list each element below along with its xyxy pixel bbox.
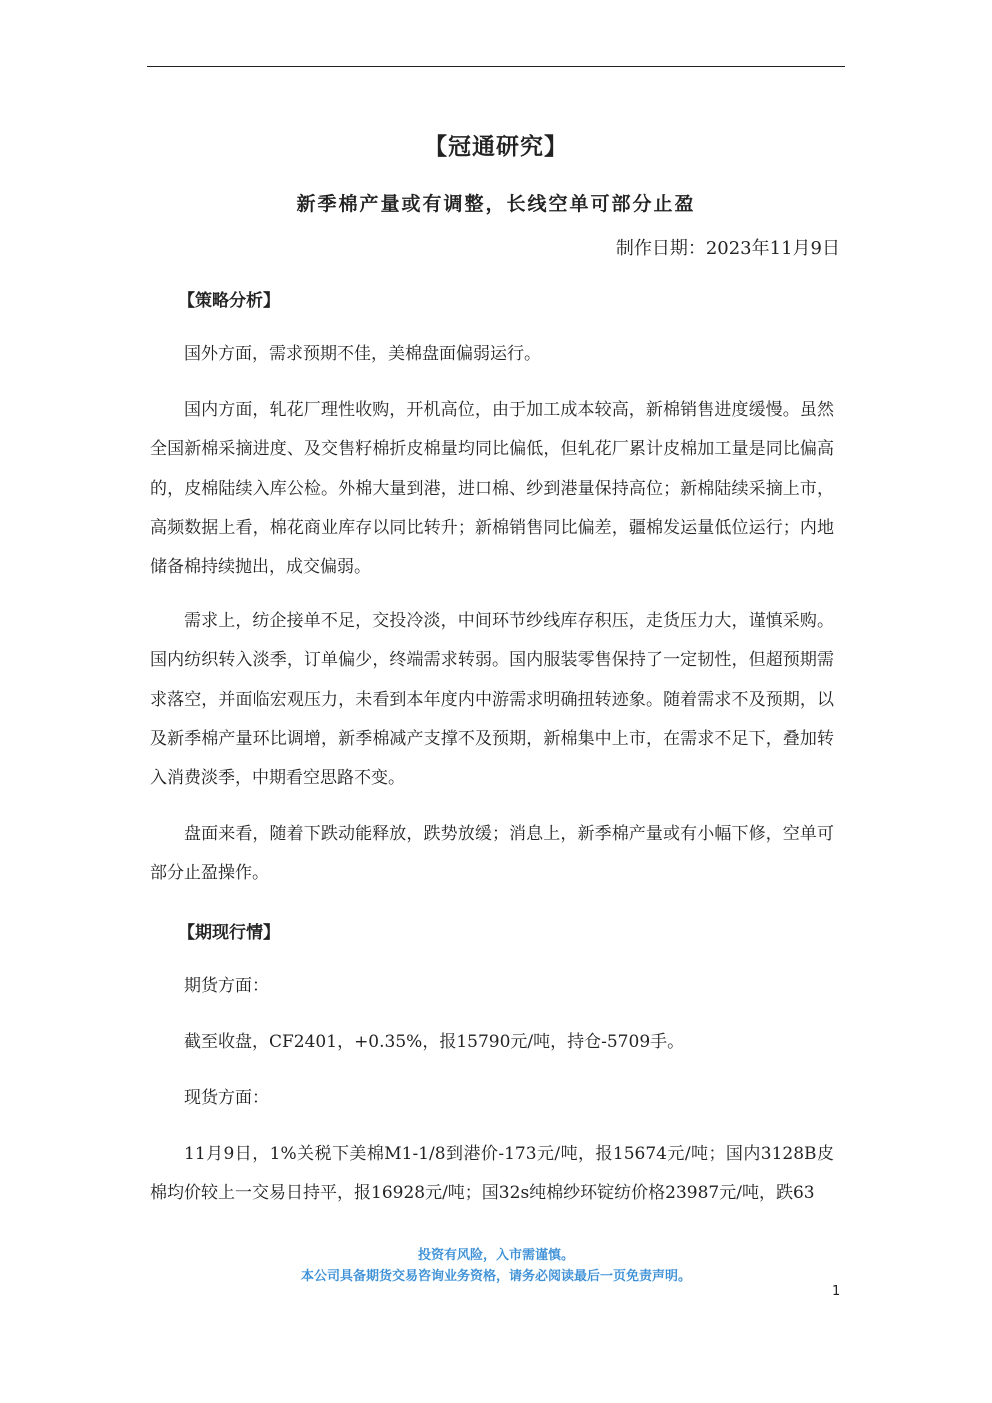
risk-warning: 投资有风险，入市需谨慎。	[417, 1248, 574, 1263]
paragraph-domestic: 国内方面，轧花厂理性收购，开机高位，由于加工成本较高，新棉销售进度缓慢。虽然全国新棉采摘进度、及交售籽棉折皮棉量均同比偏低，但轧花厂累计皮棉加工量是同比偏高的，皮棉陆续入库公检。外棉大量到港，进口棉、纱到港量保持高位；新棉陆续采摘上市，高频数据上看，棉花商业库存以同比转升；新棉销售同比偏差，疆棉发运量低位运行；内地储备棉持续抛出，成交偏弱。	[150, 400, 834, 578]
spot-text: 11月9日，1%关税下美棉M1-1/8到港价-173元/吨，报15674元/吨；国内3128B皮棉均价较上一交易日持平，报16928元/吨；国32s纯棉纱环锭纺价格23987元/吨，跌63	[150, 1144, 834, 1204]
section-heading-strategy: 【策略分析】	[178, 291, 280, 311]
disclaimer-note: 本公司具备期货交易咨询业务资格，请务必阅读最后一页免责声明。	[300, 1269, 691, 1284]
page-number: 1	[832, 1284, 841, 1299]
header-rule	[147, 66, 845, 67]
futures-text: 截至收盘，CF2401，+0.35%，报15790元/吨，持仓-5709手。	[184, 1032, 685, 1052]
paragraph-demand: 需求上，纺企接单不足，交投冷淡，中间环节纱线库存积压，走货压力大，谨慎采购。国内纺织转入淡季，订单偏少，终端需求转弱。国内服装零售保持了一定韧性，但超预期需求落空，并面临宏观压力，未看到本年度内中游需求明确扭转迹象。随着需求不及预期，以及新季棉产量环比调增，新季棉减产支撑不及预期，新棉集中上市，在需求不足下，叠加转入消费淡季，中期看空思路不变。	[150, 611, 834, 789]
brand-heading: 【冠通研究】	[424, 133, 568, 160]
spot-label: 现货方面：	[184, 1088, 269, 1108]
report-date: 制作日期：2023年11月9日	[615, 238, 840, 259]
paragraph-overseas: 国外方面，需求预期不佳，美棉盘面偏弱运行。	[184, 344, 541, 364]
paragraph-outlook: 盘面来看，随着下跌动能释放，跌势放缓；消息上，新季棉产量或有小幅下修，空单可部分止盈操作。	[150, 824, 834, 884]
section-heading-market: 【期现行情】	[178, 923, 280, 943]
report-title: 新季棉产量或有调整，长线空单可部分止盈	[296, 193, 696, 215]
futures-label: 期货方面：	[184, 976, 269, 996]
